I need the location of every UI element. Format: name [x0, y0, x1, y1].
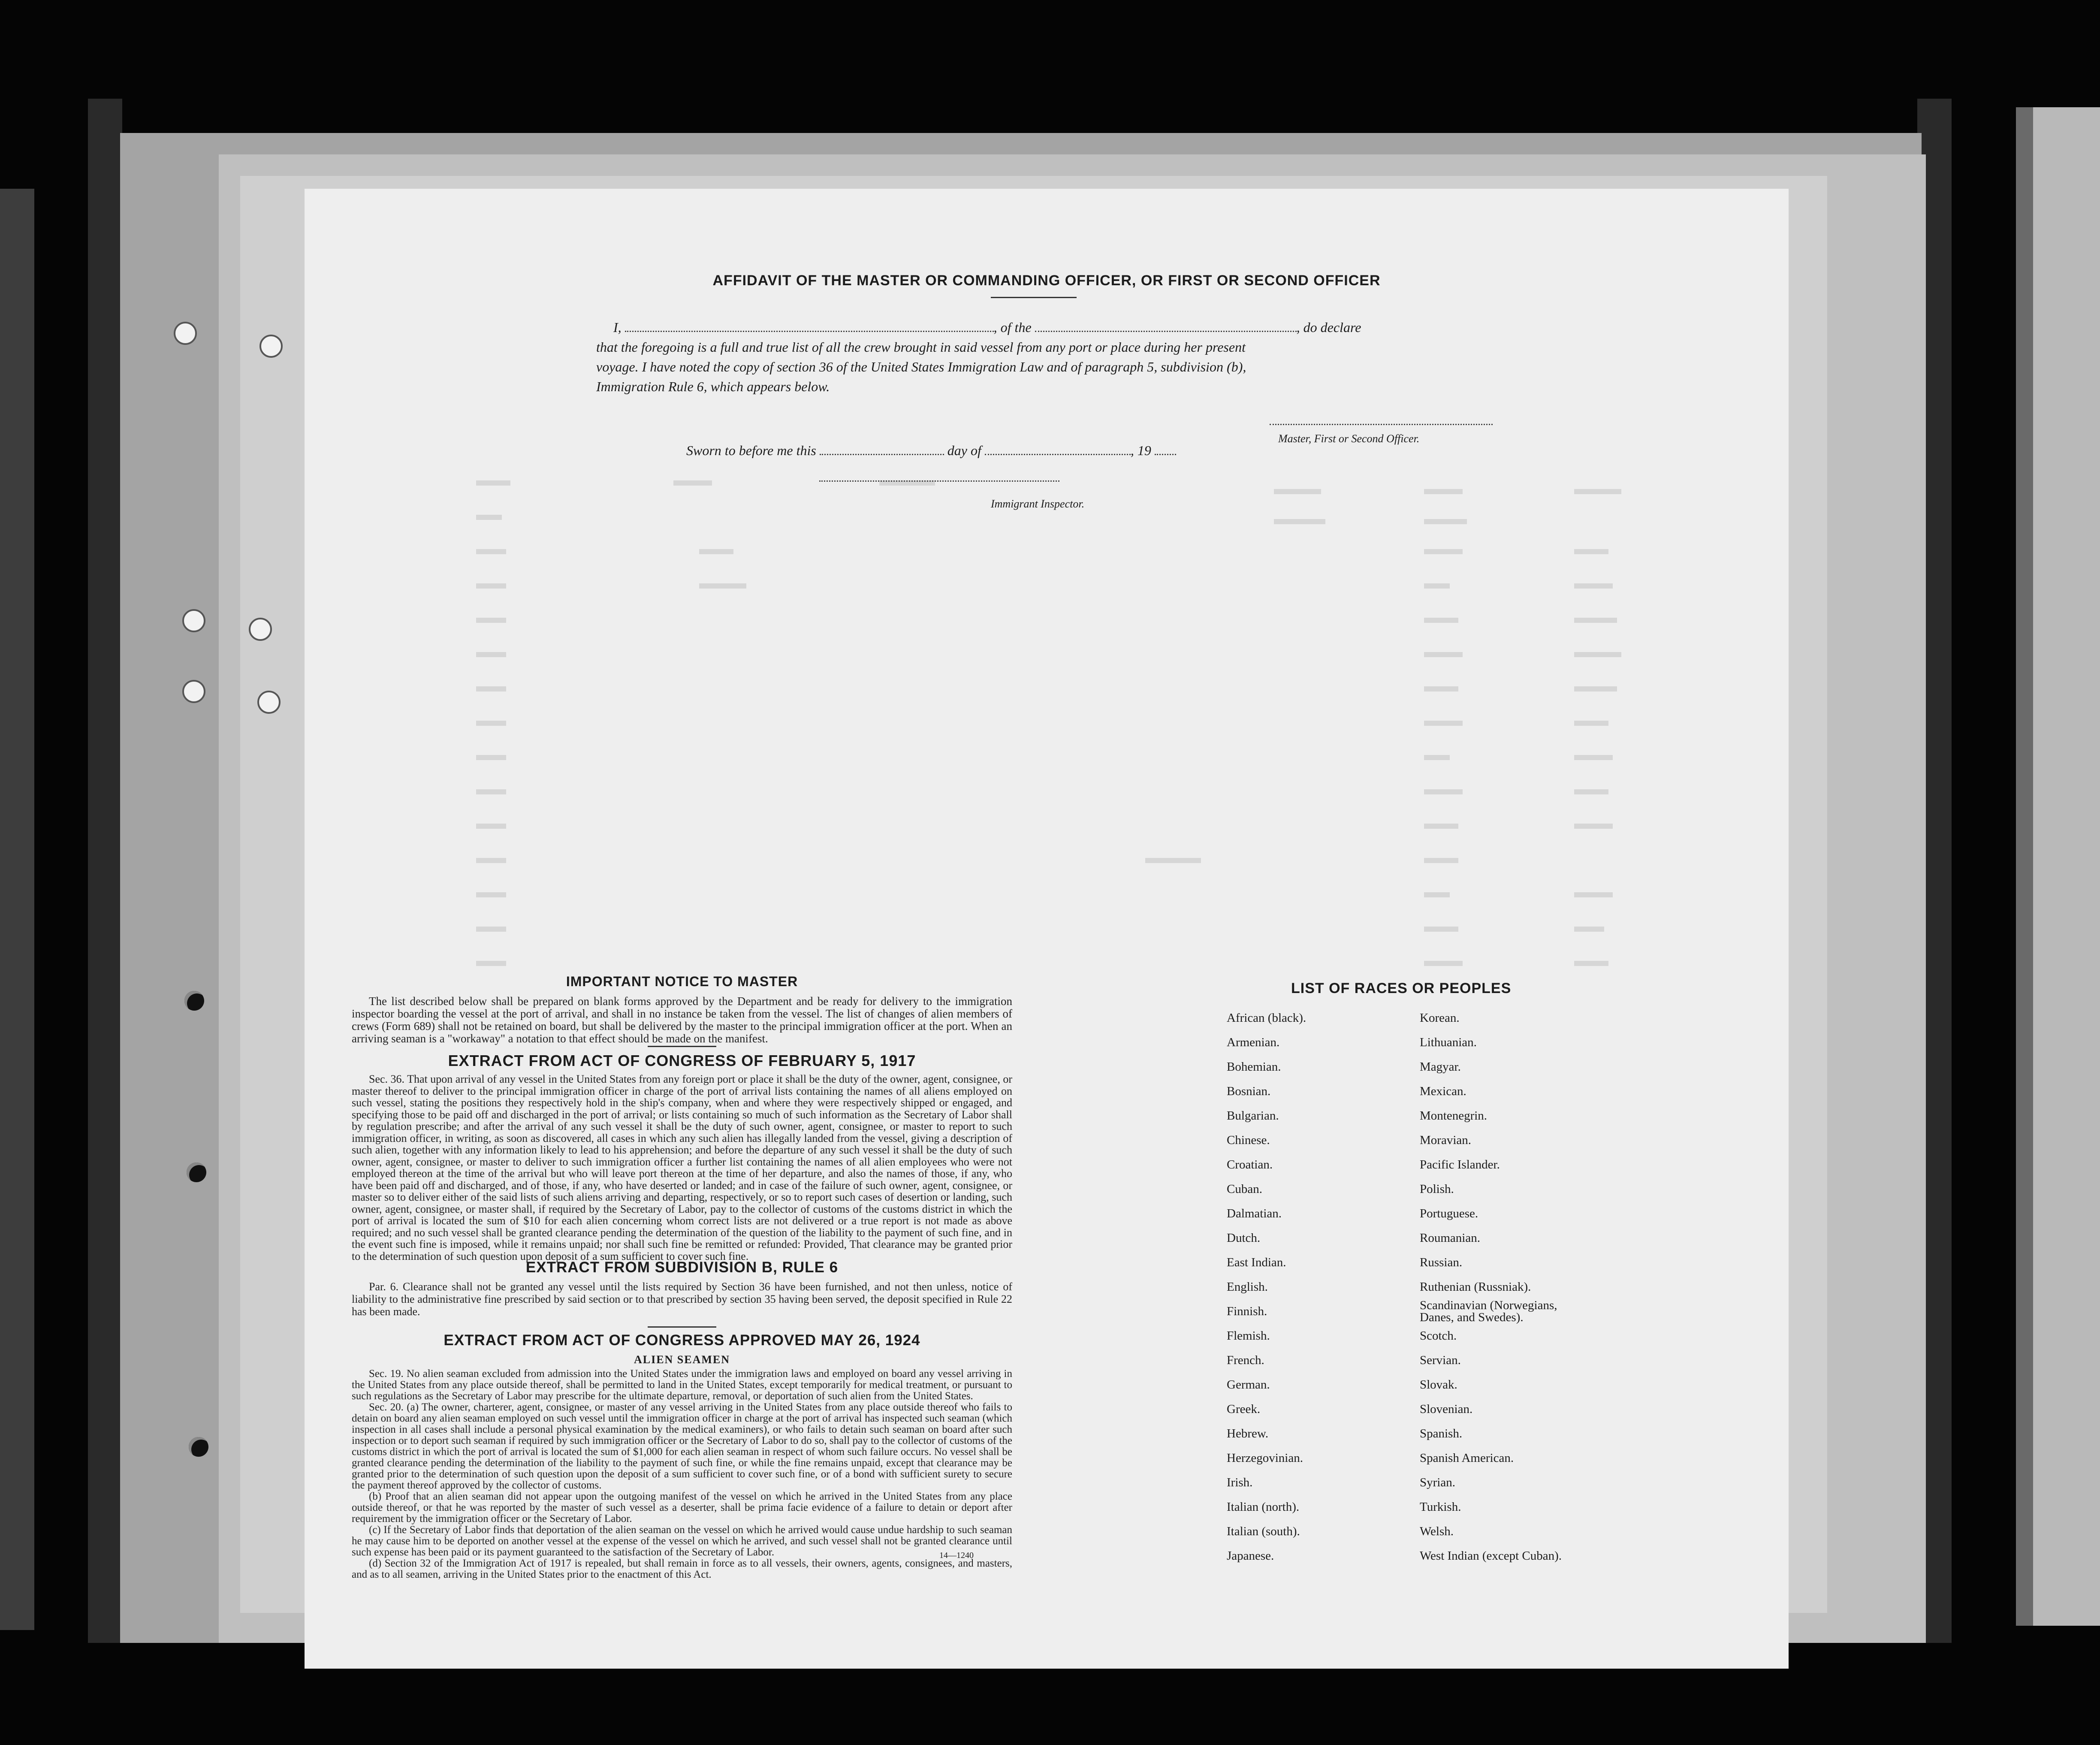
form-number: 14—1240 [939, 1551, 974, 1560]
race-item: Welsh. [1420, 1525, 1454, 1538]
race-item: Bulgarian. [1227, 1109, 1279, 1123]
race-item: Roumanian. [1420, 1231, 1480, 1245]
inspector-signature-caption: Immigrant Inspector. [991, 498, 1085, 510]
binder-edge-right [2016, 107, 2100, 1626]
race-item: Greek. [1227, 1402, 1261, 1416]
race-item: Lithuanian. [1420, 1036, 1477, 1049]
race-item: Irish. [1227, 1476, 1253, 1489]
master-signature-line[interactable] [1270, 424, 1493, 425]
race-item: Russian. [1420, 1256, 1463, 1269]
punch-hole [184, 991, 204, 1011]
punch-hole [187, 1162, 206, 1182]
race-item: Herzegovinian. [1227, 1451, 1303, 1465]
race-item: Magyar. [1420, 1060, 1461, 1074]
declaration-line-3: voyage. I have noted the copy of section 36 of the United States Immigration Law and of paragraph 5, subdivision (b), [596, 359, 1246, 374]
race-item: Chinese. [1227, 1133, 1270, 1147]
sec-20c-text: (c) If the Secretary of Labor finds that deportation of the alien seaman on the vessel on which he arrived would cause undue hardship to such seaman he may cause him to be deported on another vessel at the expense of the vessel on which he arrived, and such vessel shall not be granted clearance until such expense has been paid or its payment guaranteed to the satisfaction of the Secretary of Labor. [352, 1524, 1012, 1558]
race-item: East Indian. [1227, 1256, 1286, 1269]
race-item: African (black). [1227, 1011, 1306, 1025]
vessel-name-field[interactable] [1035, 331, 1297, 332]
inspector-signature-line[interactable] [819, 480, 1059, 482]
extract-1924-body [352, 1368, 1012, 1580]
affidavit-page [305, 189, 1789, 1669]
race-item: Servian. [1420, 1353, 1461, 1367]
race-item: Spanish American. [1420, 1451, 1514, 1465]
race-item: German. [1227, 1378, 1270, 1392]
punch-hole [249, 618, 272, 641]
sec-19-text: Sec. 19. No alien seaman excluded from admission into the United States under the immigration laws and employed on board any vessel arriving in the United States from any place outside thereof, shall be permitted to land in the United States, except temporarily for medical treatment, or pursuant to such regulations as the Secretary of Labor may prescribe for the ultimate departure, removal, or deportation of such alien from the United States. [352, 1368, 1012, 1402]
extract-1917-body: Sec. 36. That upon arrival of any vessel in the United States from any foreign port or place it shall be the duty of the owner, agent, consignee, or master thereof to deliver to the principal immigration officer in charge of the port of arrival lists containing the names of all aliens employed on such vessel, stating the positions they respectively hold in the ship's company, when and where they were respectively shipped or engaged, and specifying those to be paid off and discharged in the port of arrival; or lists containing so much of such information as the Secretary of Labor shall by regulation prescribe; and after the arrival of any such vessel it shall be the duty of such owner, agent, consignee, or master to report to such immigration officer, in writing, as soon as discovered, all cases in which any such alien has illegally landed from the vessel, giving a description of such alien, together with any information likely to lead to his apprehension; and before the departure of any such vessel it shall be the duty of such owner, agent, consignee, or master to deliver to such immigration officer a further list containing the names of all alien employees who were not employed thereon at the time of the arrival but who will leave port thereon at the time of her departure, and also the names of those, if any, who have been paid off and discharged, and of those, if any, who have deserted or landed; and in case of the failure of such owner, agent, consignee, or master so to deliver either of the said lists of such aliens arriving and departing, respectively, or so to report such cases of desertion or landing, such owner, agent, consignee, or master shall, if required by the Secretary of Labor, pay to the collector of customs of the customs district in which the port of arrival is located the sum of $10 for each alien concerning whom correct lists are not delivered or a true report is not made as above required; and no such vessel shall be granted clearance pending the determination of the question of the liability to the payment of such fine, and in the event such fine is imposed, while it remains unpaid; nor shall such fine be remitted or refunded: Provided, That clearance may be granted prior to the determination of such question upon deposit of a sum sufficient to cover such fine. [352, 1073, 1012, 1262]
race-item: Hebrew. [1227, 1427, 1269, 1440]
alien-seamen-subtitle: ALIEN SEAMEN [634, 1353, 730, 1366]
punch-hole [174, 322, 197, 345]
race-item: Bosnian. [1227, 1084, 1271, 1098]
race-item: Flemish. [1227, 1329, 1270, 1343]
notice-rule [648, 1046, 716, 1047]
race-item: Dalmatian. [1227, 1207, 1282, 1220]
races-title: LIST OF RACES OR PEOPLES [1291, 980, 1512, 996]
do-declare-label: , do declare [1296, 320, 1361, 335]
of-the-label: , of the [993, 320, 1032, 335]
rule-6-title: EXTRACT FROM SUBDIVISION B, RULE 6 [525, 1259, 839, 1276]
race-item: Korean. [1420, 1011, 1460, 1025]
race-item: Portuguese. [1420, 1207, 1478, 1220]
race-item: Mexican. [1420, 1084, 1466, 1098]
sworn-day-field[interactable] [820, 454, 944, 455]
affidavit-declaration [596, 317, 1523, 396]
rule-6-body: Par. 6. Clearance shall not be granted any vessel until the lists required by Section 36 have been furnished, and not then unless, notice of liability to the administrative fine prescribed by said section or to that prescribed by section 35 having been served, the deposit specified in Rule 22 has been made. [352, 1280, 1012, 1318]
race-item: Italian (north). [1227, 1500, 1300, 1514]
sworn-label: Sworn to before me this [686, 443, 816, 458]
day-of-label: day of [947, 443, 981, 458]
declaration-line-2: that the foregoing is a full and true list of all the crew brought in said vessel from any port or place during her present [596, 339, 1246, 355]
extract-1924-title: EXTRACT FROM ACT OF CONGRESS APPROVED MAY 26, 1924 [444, 1332, 920, 1349]
races-column-right [1420, 1006, 1686, 1568]
race-item: Scandinavian (Norwegians, Danes, and Swedes). [1420, 1298, 1557, 1324]
race-item: Scotch. [1420, 1329, 1457, 1343]
race-item: Japanese. [1227, 1549, 1274, 1563]
race-item: Pacific Islander. [1420, 1158, 1500, 1171]
race-item: Montenegrin. [1420, 1109, 1488, 1123]
notice-body: The list described below shall be prepared on blank forms approved by the Department and be ready for delivery to the immigration inspector boarding the vessel at the port of arrival, and shall in no instance be taken from the vessel. The list of changes of alien members of crews (Form 689) shall not be retained on board, but shall be delivered by the master to the principal immigration officer at the port. When an arriving seaman is a "workaway" a notation to that effect should be made on the manifest. [352, 995, 1012, 1045]
master-name-field[interactable] [625, 331, 994, 332]
sec-20b-text: (b) Proof that an alien seaman did not appear upon the outgoing manifest of the vessel on which he arrived in the United States from any place outside thereof, or that he was reported by the master of such vessel as a deserter, shall be prima facie evidence of a failure to detain or deport after requirement by the immigration officer or the Secretary of Labor. [352, 1491, 1012, 1525]
sworn-line [686, 443, 1176, 459]
affidavit-title: AFFIDAVIT OF THE MASTER OR COMMANDING OFFICER, OR FIRST OR SECOND OFFICER [712, 272, 1381, 289]
extract-1917-title: EXTRACT FROM ACT OF CONGRESS OF FEBRUARY 5, 1917 [448, 1052, 916, 1069]
notice-title: IMPORTANT NOTICE TO MASTER [566, 974, 798, 989]
punch-hole [182, 609, 205, 632]
punch-hole [259, 335, 283, 358]
title-rule [991, 297, 1077, 298]
sec-20d-text: (d) Section 32 of the Immigration Act of 1917 is repealed, but shall remain in force as to all vessels, their owners, agents, consignees, and masters, and as to all seamen, arriving in the United States prior to the enactment of this Act. [352, 1558, 1012, 1580]
declaration-line-1 [613, 317, 1523, 337]
rule-6-rule [648, 1326, 716, 1328]
race-item: French. [1227, 1353, 1264, 1367]
race-item: Turkish. [1420, 1500, 1461, 1514]
race-item: Croatian. [1227, 1158, 1273, 1171]
race-item: Finnish. [1227, 1304, 1267, 1318]
race-item: Slovak. [1420, 1378, 1457, 1392]
race-item: Spanish. [1420, 1427, 1463, 1440]
master-signature-caption: Master, First or Second Officer. [1278, 432, 1420, 445]
punch-hole [257, 691, 281, 714]
race-item: Moravian. [1420, 1133, 1471, 1147]
race-item: English. [1227, 1280, 1268, 1294]
race-item: West Indian (except Cuban). [1420, 1549, 1562, 1563]
i-label: I, [613, 320, 622, 335]
punch-hole [189, 1437, 208, 1457]
race-item: Polish. [1420, 1182, 1454, 1196]
race-item: Bohemian. [1227, 1060, 1281, 1074]
race-item: Slovenian. [1420, 1402, 1473, 1416]
declaration-line-4: Immigration Rule 6, which appears below. [596, 379, 830, 394]
sworn-year-field[interactable] [1155, 454, 1176, 455]
race-item: Dutch. [1227, 1231, 1261, 1245]
binder-post-left [88, 99, 122, 1643]
race-item: Syrian. [1420, 1476, 1455, 1489]
race-item: Cuban. [1227, 1182, 1262, 1196]
sworn-month-field[interactable] [985, 454, 1131, 455]
race-item: Armenian. [1227, 1036, 1280, 1049]
sec-20a-text: Sec. 20. (a) The owner, charterer, agent, consignee, or master of any vessel arriving in the United States from any place outside thereof who fails to detain on board any alien seaman employed on such vessel until the immigration officer in charge at the port of arrival has inspected such seaman (which inspection in all cases shall include a personal physical examination by the medical examiners), or who fails to detain such seaman on board after such inspection or to deport such seaman if required by such immigration officer or the Secretary of Labor to do so, shall pay to the collector of customs of the customs district in which the port of arrival is located the sum of $1,000 for each alien seaman in respect of whom such failure occurs. No vessel shall be granted clearance pending the determination of the liability to the payment of such fine, or while the fine remains unpaid, except that clearance may be granted prior to the determination of such question upon the deposit of a sum sufficient to cover such fine, or of a bond with sufficient surety to secure the payment thereof approved by the collector of customs. [352, 1401, 1012, 1491]
race-item: Italian (south). [1227, 1525, 1300, 1538]
race-item: Ruthenian (Russniak). [1420, 1280, 1531, 1294]
year-label: , 19 [1130, 443, 1151, 458]
punch-hole [182, 680, 205, 703]
binder-edge-left [0, 189, 34, 1630]
